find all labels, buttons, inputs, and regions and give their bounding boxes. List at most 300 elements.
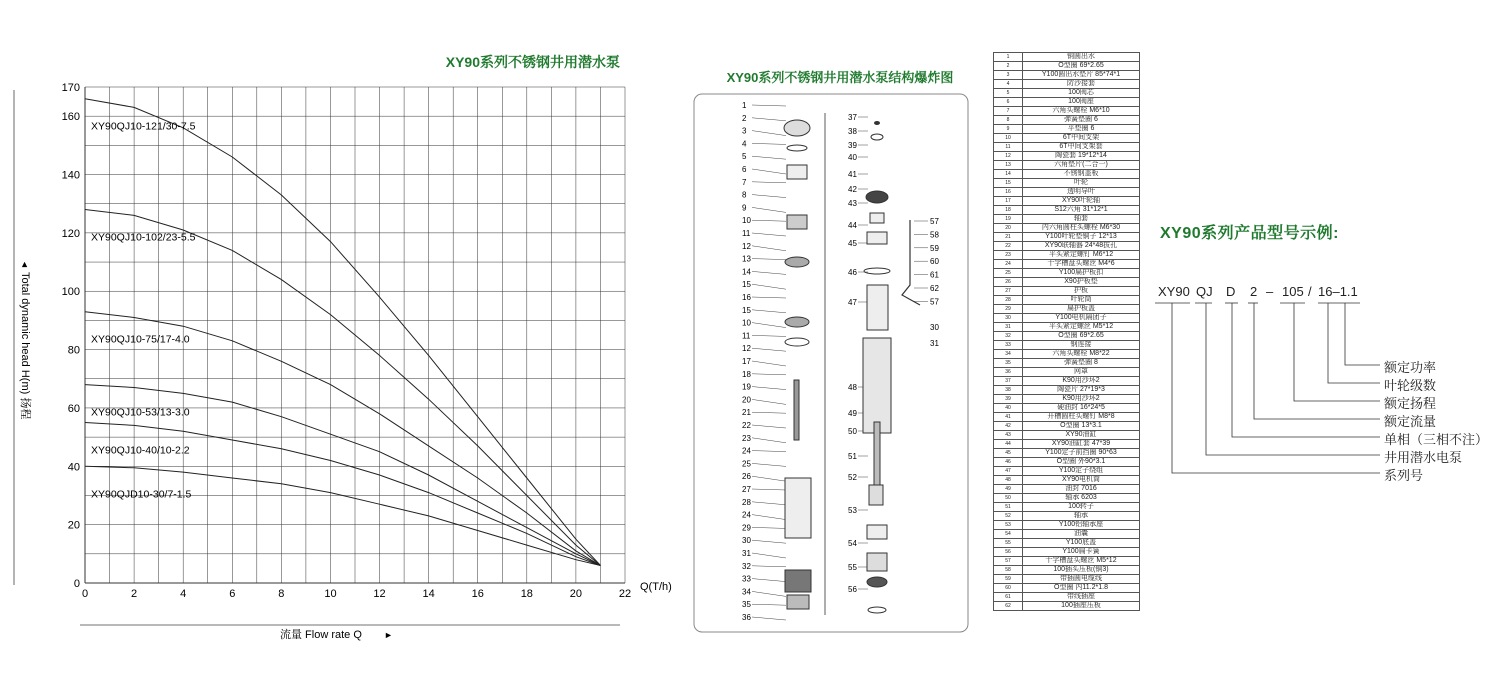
part-number: 7 (994, 107, 1023, 116)
part-cable (902, 220, 920, 305)
part-number: 40 (994, 404, 1023, 413)
callout-number: 59 (930, 243, 939, 253)
part-number: 25 (994, 269, 1023, 278)
part-number: 18 (994, 206, 1023, 215)
part-name: O型圈 内11.2*1.8 (1023, 584, 1140, 593)
part-number: 10 (994, 134, 1023, 143)
callout-leader (752, 182, 786, 183)
callout-number: 14 (742, 267, 751, 277)
callout-number: 13 (742, 254, 751, 264)
part-number: 14 (994, 170, 1023, 179)
model-code-head: 105 (1282, 284, 1304, 299)
part-name: 带线插座 (1023, 593, 1140, 602)
part-name: 100插座压板 (1023, 602, 1140, 611)
parts-table-row (994, 494, 1140, 503)
legend-single-phase: 单相（三相不注） (1384, 432, 1489, 447)
part-number: 52 (994, 512, 1023, 521)
part-seal-ring (874, 121, 880, 125)
callout-leader (752, 131, 786, 136)
part-number: 23 (994, 251, 1023, 260)
part-diffuser (785, 338, 809, 346)
part-bearing-seat (867, 525, 887, 539)
part-name: 轴承 6203 (1023, 494, 1140, 503)
diagram-title: XY90系列不锈钢井用潜水泵结构爆炸图 (726, 70, 954, 85)
callout-number: 10 (742, 216, 751, 226)
parts-table-row (994, 557, 1140, 566)
series-line (85, 466, 601, 565)
part-number: 16 (994, 188, 1023, 197)
series-label: XY90QJ10-75/17-4.0 (91, 333, 190, 346)
callout-number: 62 (930, 284, 939, 293)
parts-table-row (994, 287, 1140, 296)
parts-table-row (994, 440, 1140, 449)
callout-leader (752, 233, 786, 236)
callout-number: 23 (742, 433, 751, 443)
part-name: 透明导叶 (1023, 188, 1140, 197)
callout-leader (752, 591, 786, 596)
callout-leader (752, 527, 786, 528)
parts-table-row (994, 395, 1140, 404)
parts-table-row (994, 305, 1140, 314)
x-unit-label: Q(T/h) (640, 581, 672, 593)
callout-leader (752, 374, 786, 375)
callout-number: 44 (848, 221, 857, 230)
callout-leader (752, 489, 786, 490)
part-name: 铜圆出水 (1023, 53, 1140, 62)
callout-leader (752, 118, 786, 121)
callout-number: 8 (742, 190, 747, 200)
callout-leader (752, 425, 786, 428)
y-tick-label: 160 (61, 111, 80, 124)
y-arrow-icon: ◄ (20, 260, 30, 269)
callout-number: 24 (742, 446, 751, 456)
callout-number: 41 (848, 170, 857, 179)
part-oring-large (864, 268, 890, 274)
parts-table-row (994, 422, 1140, 431)
parts-table-row (994, 350, 1140, 359)
part-number: 35 (994, 359, 1023, 368)
part-name: Y100扁卡簧 (1023, 548, 1140, 557)
parts-table-row (994, 242, 1140, 251)
part-name: 护板 (1023, 287, 1140, 296)
part-name: 硬油封 16*24*5 (1023, 404, 1140, 413)
callout-number: 24 (742, 510, 751, 520)
parts-table-row (994, 359, 1140, 368)
callout-leader (752, 220, 786, 221)
part-number: 61 (994, 593, 1023, 602)
callout-number: 31 (742, 549, 751, 558)
callout-number: 34 (742, 587, 751, 597)
part-name: XY90联轴器 24*48拔孔 (1023, 242, 1140, 251)
callout-number: 6 (742, 165, 747, 174)
y-tick-label: 40 (67, 461, 80, 474)
part-stator (867, 285, 888, 330)
parts-table-row (994, 269, 1140, 278)
part-name: 油囊 (1023, 530, 1140, 539)
parts-table-row (994, 143, 1140, 152)
part-name: K90用沙环2 (1023, 377, 1140, 386)
y-axis-label: Total dynamic head H(m) 扬程 (19, 272, 31, 420)
callout-number: 22 (742, 421, 751, 430)
series-label: XY90QJ10-121/30-7.5 (91, 120, 196, 133)
x-tick-label: 14 (422, 588, 435, 600)
part-name: 轴套 (1023, 215, 1140, 224)
callout-leader (752, 271, 786, 274)
callout-leader (752, 169, 786, 174)
callout-leader (752, 412, 786, 413)
part-valve (787, 165, 807, 179)
part-name: 陶瓷片 27*19*3 (1023, 386, 1140, 395)
part-oil-bag (867, 553, 887, 571)
part-number: 20 (994, 224, 1023, 233)
callout-number: 28 (742, 497, 751, 507)
part-number: 19 (994, 215, 1023, 224)
parts-table-row (994, 413, 1140, 422)
callout-number: 7 (742, 177, 747, 187)
part-number: 21 (994, 233, 1023, 242)
part-name: 扁护板盖 (1023, 305, 1140, 314)
parts-table-row (994, 377, 1140, 386)
x-tick-label: 4 (180, 588, 187, 600)
part-name: 六角头螺栓 M8*22 (1023, 350, 1140, 359)
part-number: 3 (994, 71, 1023, 80)
series-label: XY90QJ10-40/10-2.2 (91, 444, 190, 457)
part-name: O型圈 69*2.65 (1023, 62, 1140, 71)
x-tick-label: 6 (229, 588, 236, 600)
part-number: 24 (994, 260, 1023, 269)
callout-number: 32 (742, 561, 751, 571)
part-name: 开槽圆柱头螺钉 M8*8 (1023, 413, 1140, 422)
part-number: 8 (994, 116, 1023, 125)
part-name: 100转子 (1023, 503, 1140, 512)
series-line (85, 210, 601, 566)
side-callouts (914, 217, 939, 306)
part-name: XY90油缸套 47*39 (1023, 440, 1140, 449)
part-name: 防沙接套 (1023, 80, 1140, 89)
part-name: XY90油缸 (1023, 431, 1140, 440)
part-name: Y100定子前挡圈 90*63 (1023, 449, 1140, 458)
part-shaft (794, 380, 799, 440)
part-name: 陶瓷套 19*12*14 (1023, 152, 1140, 161)
model-code-flow: 2 (1250, 284, 1258, 299)
part-number: 47 (994, 467, 1023, 476)
part-name: Y100底盖 (1023, 539, 1140, 548)
callout-leader (752, 156, 786, 159)
part-number: 50 (994, 494, 1023, 503)
callout-number: 61 (930, 270, 939, 280)
parts-table-row (994, 53, 1140, 62)
callout-number: 27 (742, 485, 751, 494)
callout-leader (752, 246, 786, 251)
part-name: 六角垫片(二合一) (1023, 161, 1140, 170)
parts-table-row (994, 314, 1140, 323)
callout-leader (752, 451, 786, 452)
part-name: 平头紧定螺钉 M6*12 (1023, 251, 1140, 260)
parts-table-row (994, 539, 1140, 548)
x-tick-label: 12 (373, 588, 386, 600)
part-number: 51 (994, 503, 1023, 512)
callout-number: 31 (930, 339, 939, 348)
callout-number: 12 (742, 241, 751, 251)
callout-leader (752, 476, 786, 481)
callout-leader (752, 399, 786, 404)
parts-table-row (994, 251, 1140, 260)
part-circlip (868, 607, 886, 613)
part-number: 4 (994, 80, 1023, 89)
callout-leader (752, 259, 786, 260)
part-number: 33 (994, 341, 1023, 350)
legend-well-pump: 井用潜水电泵 (1384, 450, 1463, 465)
parts-table-row (994, 233, 1140, 242)
part-name: 钢连接 (1023, 341, 1140, 350)
parts-table-row (994, 404, 1140, 413)
part-number: 28 (994, 296, 1023, 305)
parts-table-row (994, 341, 1140, 350)
series-label: XY90QJD10-30/7-1.5 (91, 488, 192, 501)
callout-leader (752, 195, 786, 198)
callout-number: 18 (742, 369, 751, 379)
x-tick-label: 8 (278, 588, 285, 600)
callout-number: 4 (742, 139, 747, 149)
right-callouts (848, 113, 939, 594)
y-tick-label: 100 (61, 286, 80, 299)
y-tick-label: 0 (73, 578, 80, 590)
callout-number: 26 (742, 472, 751, 482)
callout-number: 54 (848, 539, 857, 548)
x-tick-label: 10 (324, 588, 337, 600)
callout-number: 2 (742, 113, 747, 123)
callout-number: 58 (930, 230, 939, 240)
callout-number: 48 (848, 383, 857, 392)
callout-number: 9 (742, 203, 747, 213)
callout-number: 40 (848, 153, 857, 162)
part-number: 38 (994, 386, 1023, 395)
parts-table-row (994, 449, 1140, 458)
parts-table-row (994, 179, 1140, 188)
parts-table (993, 52, 1140, 611)
part-number: 42 (994, 422, 1023, 431)
x-tick-label: 20 (569, 588, 583, 600)
part-name: 轴承 (1023, 512, 1140, 521)
performance-chart (0, 40, 690, 700)
callout-number: 38 (848, 127, 857, 136)
part-name: 弹簧垫圈 6 (1023, 116, 1140, 125)
x-tick-label: 22 (618, 588, 632, 600)
parts-table-row (994, 296, 1140, 305)
callout-number: 20 (742, 395, 751, 405)
part-name: XY90电机筒 (1023, 476, 1140, 485)
x-axis-label: 流量 Flow rate Q (280, 629, 362, 641)
parts-table-row (994, 332, 1140, 341)
callout-leader (752, 284, 786, 289)
y-tick-label: 80 (67, 344, 80, 357)
x-arrow-icon: ► (384, 630, 393, 640)
part-number: 54 (994, 530, 1023, 539)
y-tick-label: 60 (67, 402, 80, 415)
callout-leader (752, 617, 786, 620)
model-leader-lines (1150, 295, 1390, 525)
callout-number: 46 (848, 268, 857, 277)
parts-table-row (994, 512, 1140, 521)
parts-table-row (994, 503, 1140, 512)
part-valve-seat (787, 215, 807, 229)
part-stator-ring (867, 232, 887, 244)
part-number: 36 (994, 368, 1023, 377)
callout-leader (752, 540, 786, 543)
callout-leader (752, 387, 786, 390)
part-number: 39 (994, 395, 1023, 404)
part-name: X90护板垫 (1023, 278, 1140, 287)
part-number: 2 (994, 62, 1023, 71)
part-number: 27 (994, 287, 1023, 296)
series-label: XY90QJ10-102/23-5.5 (91, 231, 196, 244)
part-name: 带插圆电缆线 (1023, 575, 1140, 584)
part-name: K90用沙环2 (1023, 395, 1140, 404)
part-number: 59 (994, 575, 1023, 584)
part-number: 60 (994, 584, 1023, 593)
callout-number: 33 (742, 574, 751, 584)
part-oil-cylinder (866, 191, 888, 203)
callout-leader (752, 323, 786, 328)
parts-table-row (994, 134, 1140, 143)
callout-leader (752, 438, 786, 443)
parts-table-row (994, 170, 1140, 179)
parts-table-row (994, 224, 1140, 233)
model-code-stages-power: 16–1.1 (1318, 284, 1358, 299)
parts-table-row (994, 197, 1140, 206)
parts-table-row (994, 476, 1140, 485)
part-number: 9 (994, 125, 1023, 134)
parts-table-row (994, 467, 1140, 476)
callout-number: 1 (742, 101, 747, 110)
part-name: 叶轮筒 (1023, 296, 1140, 305)
part-name: 不锈钢盖板 (1023, 170, 1140, 179)
y-axis-ticks (62, 82, 80, 590)
part-name: 六角头螺栓 M6*10 (1023, 107, 1140, 116)
part-number: 46 (994, 458, 1023, 467)
model-code-slash: / (1308, 284, 1312, 299)
callout-number: 25 (742, 459, 751, 469)
callout-leader (752, 604, 786, 605)
x-axis-ticks (82, 588, 631, 600)
part-connector (785, 570, 811, 592)
part-number: 62 (994, 602, 1023, 611)
parts-table-row (994, 521, 1140, 530)
y-tick-label: 170 (61, 82, 80, 94)
part-name: Y100叶轮垫铜子 12*13 (1023, 233, 1140, 242)
part-outlet (784, 120, 810, 136)
callout-number: 21 (742, 408, 751, 418)
part-bottom-cover (867, 577, 887, 587)
callout-number: 16 (742, 293, 751, 302)
callout-leader (752, 297, 786, 298)
part-cylinder-sleeve (870, 213, 884, 223)
callout-number: 12 (742, 344, 751, 354)
parts-table-row (994, 71, 1140, 80)
y-tick-label: 120 (61, 227, 80, 240)
callout-number: 15 (742, 280, 751, 290)
part-name: 6T中间支架套 (1023, 143, 1140, 152)
callout-leader (752, 335, 786, 336)
parts-table-row (994, 161, 1140, 170)
parts-table-row (994, 566, 1140, 575)
part-seal (871, 134, 883, 140)
part-name: O型圈 69*2.65 (1023, 332, 1140, 341)
callout-number: 57 (930, 217, 939, 226)
part-number: 30 (994, 314, 1023, 323)
parts-table-row (994, 215, 1140, 224)
part-name: 十字槽盘头螺丝 M5*12 (1023, 557, 1140, 566)
curve-labels (91, 121, 196, 501)
parts-table-row (994, 98, 1140, 107)
callout-number: 36 (742, 613, 751, 622)
callout-number: 42 (848, 185, 857, 194)
part-name: XY90叶轮轴 (1023, 197, 1140, 206)
callout-number: 30 (930, 323, 939, 332)
part-motor-housing (863, 338, 891, 433)
model-code-phase: D (1226, 284, 1236, 299)
callout-leader (752, 515, 786, 520)
part-number: 43 (994, 431, 1023, 440)
legend-rated-flow: 额定流量 (1384, 414, 1437, 429)
callout-number: 10 (742, 318, 751, 328)
part-screen (787, 595, 809, 609)
part-number: 48 (994, 476, 1023, 485)
callout-number: 56 (848, 585, 857, 594)
callout-leader (752, 463, 786, 466)
parts-table-row (994, 431, 1140, 440)
callout-number: 45 (848, 239, 857, 248)
callout-number: 29 (742, 523, 751, 533)
part-number: 34 (994, 350, 1023, 359)
part-name: 叶轮 (1023, 179, 1140, 188)
part-name: Y100铝轴承座 (1023, 521, 1140, 530)
part-number: 41 (994, 413, 1023, 422)
part-number: 32 (994, 332, 1023, 341)
callout-number: 5 (742, 152, 747, 162)
x-tick-label: 18 (520, 588, 533, 600)
part-name: 平头紧定螺丝 M5*12 (1023, 323, 1140, 332)
part-number: 26 (994, 278, 1023, 287)
series-label: XY90QJ10-53/13-3.0 (91, 406, 190, 419)
callout-number: 30 (742, 536, 751, 546)
part-number: 13 (994, 161, 1023, 170)
callout-number: 11 (742, 229, 751, 238)
part-number: 22 (994, 242, 1023, 251)
x-tick-label: 0 (81, 588, 89, 600)
callout-number: 43 (848, 199, 857, 208)
parts-table-row (994, 278, 1140, 287)
callout-number: 39 (848, 141, 857, 150)
callout-leader (752, 143, 786, 144)
callout-number: 55 (848, 563, 857, 572)
callout-leader (752, 553, 786, 558)
part-name: 内六角圆柱头螺栓 M6*30 (1023, 224, 1140, 233)
callout-leader (752, 105, 786, 106)
callout-number: 47 (848, 298, 857, 307)
part-name: O型圈 13*3.1 (1023, 422, 1140, 431)
part-name: 6T中间支架 (1023, 134, 1140, 143)
parts-table-row (994, 548, 1140, 557)
part-name: Y100扁护板扣 (1023, 269, 1140, 278)
part-name: Y100电机隔团子 (1023, 314, 1140, 323)
callout-leader (752, 207, 786, 212)
part-number: 12 (994, 152, 1023, 161)
part-number: 58 (994, 566, 1023, 575)
part-number: 57 (994, 557, 1023, 566)
callout-leader (752, 310, 786, 313)
parts-table-row (994, 107, 1140, 116)
